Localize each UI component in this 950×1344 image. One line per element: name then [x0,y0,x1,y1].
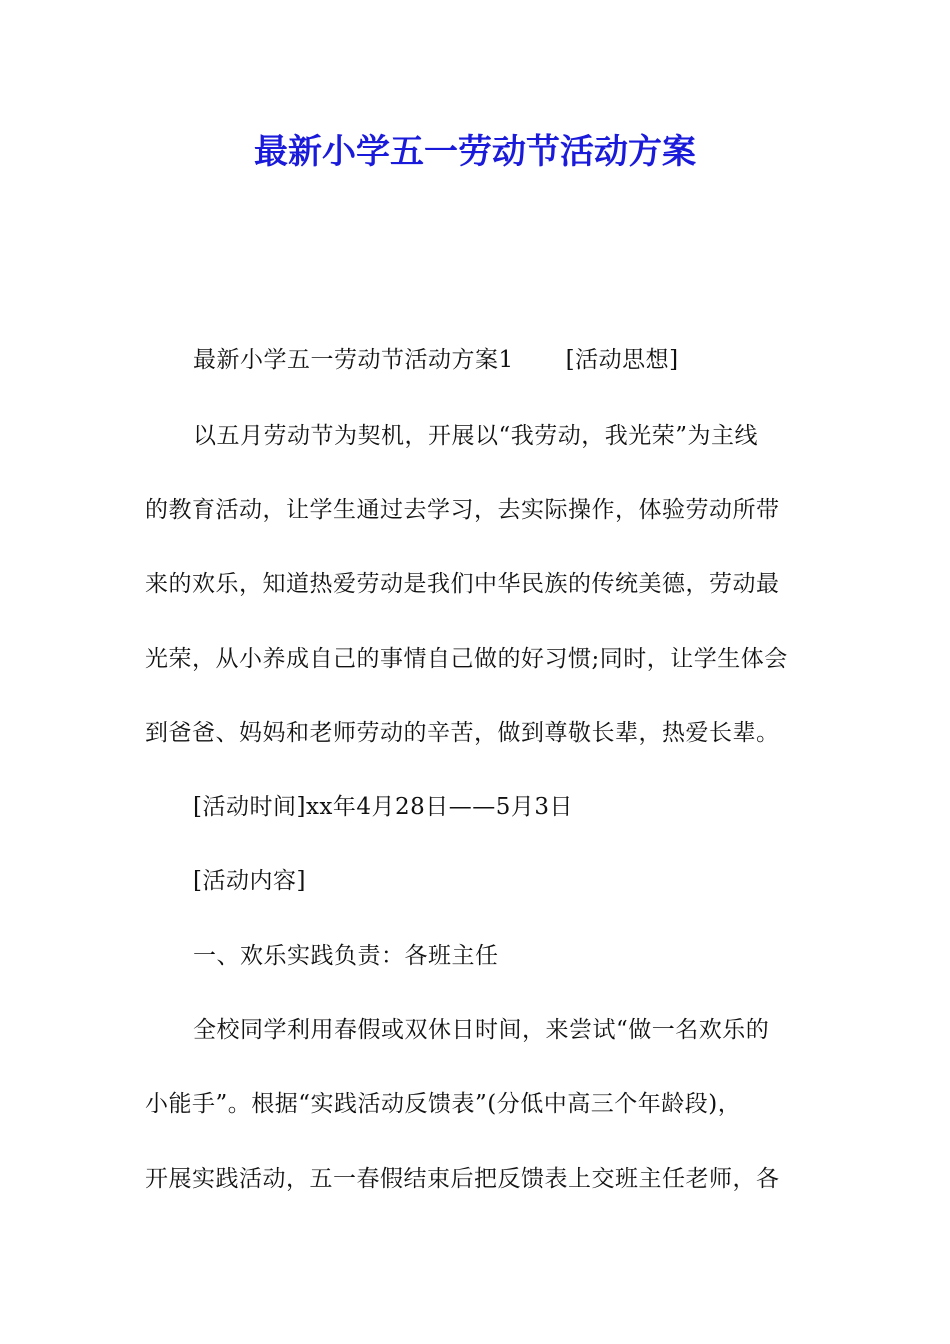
paragraph-line [193,344,863,376]
paragraph-line: 光荣，从小养成自己的事情自己做的好习惯;同时，让学生体会 [145,646,788,672]
paragraph-line: 全校同学利用春假或双休日时间，来尝试“做一名欢乐的 [193,1017,770,1043]
paragraph-line: 一、欢乐实践负责：各班主任 [193,943,499,969]
paragraph-line: 以五月劳动节为契机，开展以“我劳动，我光荣”为主线 [193,423,759,449]
paragraph-line: 来的欢乐，知道热爱劳动是我们中华民族的传统美德，劳动最 [145,571,780,597]
subsection-heading: [活动思想] [565,347,679,373]
paragraph-line: [活动时间]xx年4月28日——5月3日 [193,794,574,820]
paragraph-line: 到爸爸、妈妈和老师劳动的辛苦，做到尊敬长辈，热爱长辈。 [145,720,780,746]
document-title: 最新小学五一劳动节活动方案 [254,132,696,172]
paragraph-line: [活动内容] [193,868,306,894]
paragraph-line: 的教育活动，让学生通过去学习，去实际操作，体验劳动所带 [145,497,780,523]
paragraph-line: 小能手”。根据“实践活动反馈表”(分低中高三个年龄段)， [145,1091,742,1117]
paragraph-line: 开展实践活动，五一春假结束后把反馈表上交班主任老师，各 [145,1166,780,1192]
section-heading: 最新小学五一劳动节活动方案1 [193,347,514,373]
